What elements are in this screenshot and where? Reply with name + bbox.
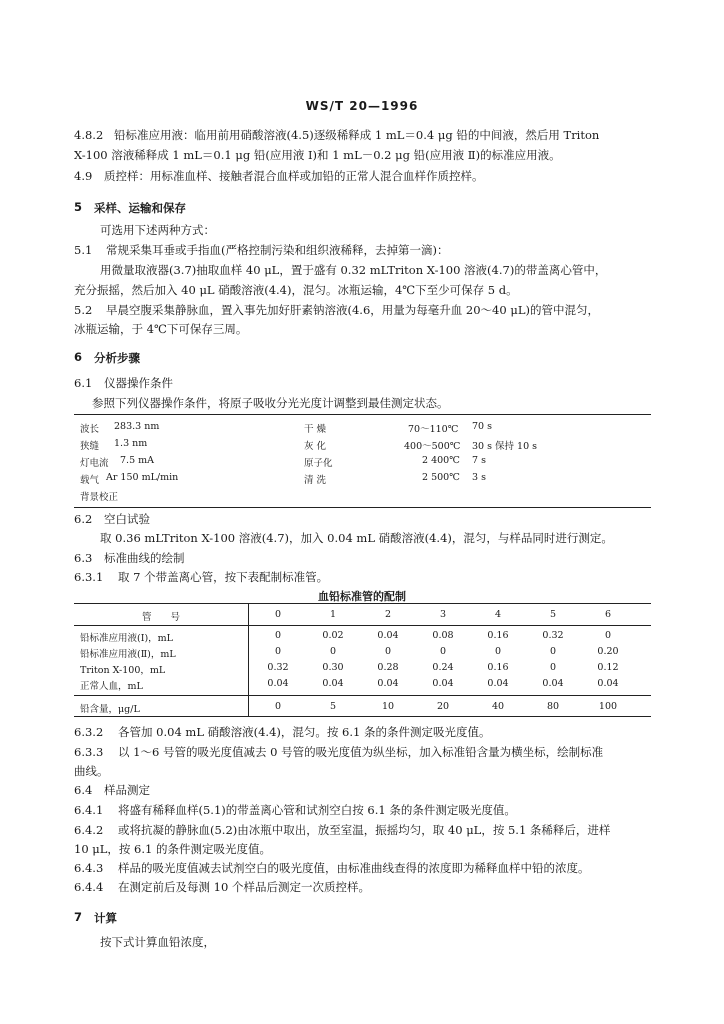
std-table-cell: 0 <box>549 662 557 673</box>
std-table-divider <box>248 603 249 716</box>
section-5-1-line1: 常规采集耳垂或手指血(严格控制污染和组织液稀释，去掉第一滴)： <box>106 243 449 257</box>
furnace-step-temp: 70～110℃ <box>408 424 459 435</box>
section-4-8-2-number: 4.8.2 <box>74 128 104 142</box>
section-6-4-number: 6.4 <box>74 783 93 797</box>
std-table-cell: 0 <box>604 630 612 641</box>
instrument-param-value: 1.3 nm <box>114 438 148 449</box>
section-5-2-number: 5.2 <box>74 303 93 317</box>
std-table-cell: 0 <box>384 646 392 657</box>
section-5-number: 5 <box>74 200 83 214</box>
instrument-top-rule <box>74 414 651 415</box>
instrument-bottom-rule <box>74 507 651 508</box>
std-table-cell: 0.04 <box>377 678 399 689</box>
instrument-param-value: Ar 150 mL/min <box>106 472 179 483</box>
section-5-2-line2: 冰瓶运输，于 4℃下可保存三周。 <box>74 322 248 336</box>
std-table-row-label: 正常人血，mL <box>80 681 143 692</box>
furnace-step-time: 30 s 保持 10 s <box>472 441 538 452</box>
std-table-cell: 0 <box>549 646 557 657</box>
section-6-3-number: 6.3 <box>74 551 93 565</box>
std-table-row-label: 铅标准应用液(Ⅰ)，mL <box>80 633 173 644</box>
std-table-cell: 0.04 <box>487 678 509 689</box>
furnace-step-name: 干 燥 <box>304 424 327 435</box>
section-6-4-4-number: 6.4.4 <box>74 880 104 894</box>
std-table-total-cell: 20 <box>436 701 450 712</box>
section-6-4-4-text: 在测定前后及每测 10 个样品后测定一次质控样。 <box>118 880 370 894</box>
std-table-cell: 0.16 <box>487 662 509 673</box>
section-6-3-title: 标准曲线的绘制 <box>104 551 185 565</box>
section-7-number: 7 <box>74 910 83 924</box>
section-6-4-1-number: 6.4.1 <box>74 803 104 817</box>
section-6-3-3-number: 6.3.3 <box>74 745 104 759</box>
std-table-cell: 0.04 <box>377 630 399 641</box>
std-table-total-cell: 80 <box>546 701 560 712</box>
instrument-param-label: 波长 <box>80 424 100 435</box>
section-7-title: 计算 <box>94 911 117 925</box>
section-6-4-3-text: 样品的吸光度值减去试剂空白的吸光度值，由标准曲线查得的浓度即为稀释血样中铅的浓度。 <box>118 861 590 875</box>
section-6-3-1-number: 6.3.1 <box>74 570 104 584</box>
std-table-cell: 0.04 <box>267 678 289 689</box>
std-table-total-cell: 5 <box>329 701 337 712</box>
furnace-step-temp: 2 500℃ <box>422 472 460 483</box>
section-5-intro: 可选用下述两种方式： <box>100 223 215 237</box>
instrument-param-label: 灯电流 <box>80 458 109 469</box>
section-6-4-2-number: 6.4.2 <box>74 823 104 837</box>
std-table-tube-number: 4 <box>494 609 502 620</box>
section-5-1-line2: 用微量取液器(3.7)抽取血样 40 μL，置于盛有 0.32 mLTriton X-100 溶液(4.7)的带盖离心管中， <box>100 263 607 277</box>
std-table-cell: 0.04 <box>542 678 564 689</box>
std-table-caption: 血铅标准管的配制 <box>318 590 406 603</box>
furnace-step-time: 7 s <box>472 455 486 466</box>
section-6-4-2-line2: 10 μL，按 6.1 的条件测定吸光度值。 <box>74 842 271 856</box>
furnace-step-temp: 400～500℃ <box>404 441 461 452</box>
std-table-cell: 0.16 <box>487 630 509 641</box>
std-table-cell: 0 <box>274 630 282 641</box>
std-table-cell: 0.28 <box>377 662 399 673</box>
std-table-total-cell: 10 <box>381 701 395 712</box>
std-table-cell: 0.32 <box>267 662 289 673</box>
section-6-2-title: 空白试验 <box>104 512 150 526</box>
std-table-cell: 0.30 <box>322 662 344 673</box>
section-7-intro: 按下式计算血铅浓度， <box>100 935 215 949</box>
std-table-header-label: 管 号 <box>141 612 180 623</box>
std-table-cell: 0.04 <box>322 678 344 689</box>
instrument-param-value: 7.5 mA <box>120 455 154 466</box>
std-table-total-label: 铅含量，μg/L <box>80 704 140 715</box>
section-4-8-2-line2: X-100 溶液稀释成 1 mL＝0.1 μg 铅(应用液 Ⅰ)和 1 mL－0.2 μg 铅(应用液 Ⅱ)的标准应用液。 <box>74 148 561 162</box>
std-table-tube-number: 5 <box>549 609 557 620</box>
std-table-cell: 0.08 <box>432 630 454 641</box>
std-table-row-label: Triton X-100，mL <box>80 665 166 676</box>
section-6-1-intro: 参照下列仪器操作条件，将原子吸收分光光度计调整到最佳测定状态。 <box>92 396 449 410</box>
section-5-title: 采样、运输和保存 <box>94 201 186 215</box>
std-table-cell: 0 <box>439 646 447 657</box>
instrument-param-value: 283.3 nm <box>114 421 160 432</box>
std-table-header-rule <box>74 625 651 626</box>
std-table-tube-number: 3 <box>439 609 447 620</box>
std-table-cell: 0.12 <box>597 662 619 673</box>
section-6-4-3-number: 6.4.3 <box>74 861 104 875</box>
std-table-bottom-rule <box>74 716 651 717</box>
section-6-1-number: 6.1 <box>74 376 93 390</box>
section-6-2-text: 取 0.36 mLTriton X-100 溶液(4.7)，加入 0.04 mL 硝酸溶液(4.4)，混匀，与样品同时进行测定。 <box>100 531 613 545</box>
std-table-cell: 0.32 <box>542 630 564 641</box>
section-6-4-1-text: 将盛有稀释血样(5.1)的带盖离心管和试剂空白按 6.1 条的条件测定吸光度值。 <box>118 803 516 817</box>
section-5-2-line1: 早晨空腹采集静脉血，置入事先加好肝素钠溶液(4.6，用量为每毫升血 20～40 μL)的管中混匀， <box>106 303 599 317</box>
instrument-param-label: 狭缝 <box>80 441 100 452</box>
section-6-3-2-number: 6.3.2 <box>74 725 104 739</box>
std-table-tube-number: 0 <box>274 609 282 620</box>
std-table-cell: 0 <box>494 646 502 657</box>
std-table-cell: 0.20 <box>597 646 619 657</box>
std-table-cell: 0.24 <box>432 662 454 673</box>
section-6-3-3-line1: 以 1～6 号管的吸光度值减去 0 号管的吸光度值为纵坐标，加入标准铅含量为横坐标，绘制标准 <box>118 745 604 759</box>
furnace-step-temp: 2 400℃ <box>422 455 460 466</box>
section-6-title: 分析步骤 <box>94 351 140 365</box>
section-6-3-1-text: 取 7 个带盖离心管，按下表配制标准管。 <box>118 570 329 584</box>
page-header: WS/T 20—1996 <box>305 99 419 113</box>
std-table-top-rule <box>74 603 651 604</box>
furnace-step-name: 清 洗 <box>304 475 327 486</box>
section-6-3-3-line2: 曲线。 <box>74 764 109 778</box>
std-table-cell: 0 <box>274 646 282 657</box>
section-6-4-title: 样品测定 <box>104 783 150 797</box>
std-table-tube-number: 1 <box>329 609 337 620</box>
section-4-9-number: 4.9 <box>74 169 93 183</box>
furnace-step-name: 灰 化 <box>304 441 327 452</box>
std-table-total-rule <box>74 695 651 696</box>
furnace-step-time: 70 s <box>472 421 492 432</box>
section-6-4-2-line1: 或将抗凝的静脉血(5.2)由冰瓶中取出，放至室温，振摇均匀，取 40 μL，按 5.1 条稀释后，进样 <box>118 823 611 837</box>
std-table-cell: 0.02 <box>322 630 344 641</box>
std-table-total-cell: 100 <box>598 701 618 712</box>
section-5-1-line3: 充分振摇，然后加入 40 μL 硝酸溶液(4.4)，混匀。冰瓶运输，4℃下至少可保存 5 d。 <box>74 283 518 297</box>
std-table-cell: 0.04 <box>597 678 619 689</box>
std-table-cell: 0 <box>329 646 337 657</box>
std-table-row-label: 铅标准应用液(Ⅱ)，mL <box>80 649 176 660</box>
section-4-8-2-line1: 铅标准应用液：临用前用硝酸溶液(4.5)逐级稀释成 1 mL＝0.4 μg 铅的中间液，然后用 Triton <box>114 128 600 142</box>
section-6-number: 6 <box>74 350 83 364</box>
std-table-tube-number: 2 <box>384 609 392 620</box>
instrument-param-label: 背景校正 <box>80 492 119 503</box>
section-6-1-title: 仪器操作条件 <box>104 376 173 390</box>
furnace-step-name: 原子化 <box>304 458 333 469</box>
std-table-tube-number: 6 <box>604 609 612 620</box>
section-5-1-number: 5.1 <box>74 243 93 257</box>
instrument-param-label: 载气 <box>80 475 100 486</box>
furnace-step-time: 3 s <box>472 472 486 483</box>
section-6-3-2-text: 各管加 0.04 mL 硝酸溶液(4.4)，混匀。按 6.1 条的条件测定吸光度值。 <box>118 725 491 739</box>
std-table-total-cell: 0 <box>274 701 282 712</box>
section-4-9-text: 质控样：用标准血样、接触者混合血样或加铅的正常人混合血样作质控样。 <box>104 169 484 183</box>
std-table-cell: 0.04 <box>432 678 454 689</box>
std-table-total-cell: 40 <box>491 701 505 712</box>
section-6-2-number: 6.2 <box>74 512 93 526</box>
